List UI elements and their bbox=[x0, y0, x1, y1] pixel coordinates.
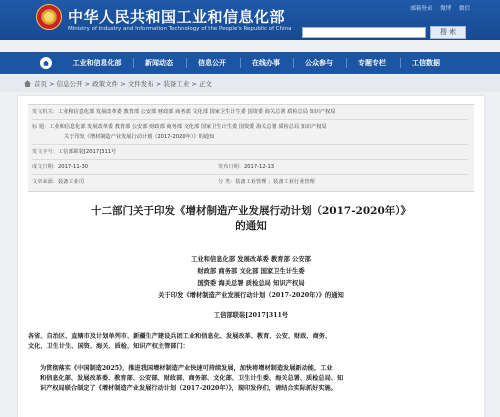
body-paragraph-1 bbox=[40, 364, 474, 394]
nav-item-public-participation[interactable]: 公众参与 bbox=[305, 59, 333, 67]
site-title[interactable]: 中华人民共和国工业和信息化部 bbox=[68, 8, 286, 26]
salutation-line-1: 各省、自治区、直辖市及计划单列市、新疆生产建设兵团工业和信息化、发展改革、教育、公安、财政、商务、 bbox=[28, 333, 332, 340]
meta-source-label: 文章来源： bbox=[32, 179, 58, 185]
issuers-line-1: 工业和信息化部 发展改革委 教育部 公安部 bbox=[191, 256, 311, 263]
meta-title-value: 工业和信息化部 发展改革委 教育部 公安部 财政部 商务部 文化部 国家卫生计生委 国资委 海关总署 质检总局 知识产权局 bbox=[49, 124, 327, 130]
meta-publish-label: 发布日期： bbox=[218, 164, 244, 170]
meta-category-value[interactable]: 装备工业管理 ；装备工业行业管理 bbox=[235, 179, 315, 185]
document-title bbox=[28, 204, 474, 234]
national-emblem-icon[interactable]: ★ bbox=[36, 4, 62, 30]
search-button[interactable]: 搜 索 bbox=[430, 26, 466, 39]
home-icon[interactable] bbox=[40, 57, 52, 69]
meta-publish-value: 2017-12-13 bbox=[243, 164, 275, 170]
mail-login-link[interactable]: 邮箱登录 bbox=[410, 6, 433, 12]
issuers-line-4: 关于印发《增材制造产业发展行动计划（2017-2020年）》的通知 bbox=[158, 292, 344, 299]
wechat-link[interactable]: 微信 bbox=[458, 6, 470, 12]
nav-item-special-topics[interactable]: 专题专栏 bbox=[358, 59, 386, 67]
meta-source-value: 装备工业司 bbox=[57, 179, 84, 185]
meta-category-row bbox=[218, 178, 468, 186]
nav-item-ministry[interactable]: 工业和信息化部 bbox=[72, 59, 122, 67]
site-header bbox=[0, 0, 500, 40]
meta-docno-value: 工信部联装[2017]311号 bbox=[57, 149, 117, 155]
meta-divider bbox=[32, 174, 468, 175]
body-line-1: 为贯彻落实《中国制造2025》，推进我国增材制造产业快速可持续发展，加快将增材制造发展新动能，工业 bbox=[40, 365, 333, 372]
meta-title-row bbox=[32, 123, 472, 131]
meta-publish-row bbox=[218, 163, 468, 171]
meta-divider bbox=[32, 144, 468, 145]
salutation-line-2: 文化、卫生计生、国资、海关、质检、知识产权主管部门： bbox=[28, 343, 189, 350]
issuers-line-3: 国资委 海关总署 质检总局 知识产权局 bbox=[197, 280, 305, 287]
breadcrumb-bar bbox=[0, 76, 500, 92]
issuers-line-2: 财政部 商务部 文化部 国家卫生计生委 bbox=[197, 268, 305, 275]
meta-title-row-2 bbox=[64, 133, 500, 141]
main-nav bbox=[0, 52, 500, 74]
meta-title-value-2: 关于印发《增材制造产业发展行动计划（2017-2020年）》的通知 bbox=[64, 134, 215, 140]
document-number: 工信部联装[2017]311号 bbox=[213, 312, 289, 319]
nav-item-info-disclosure[interactable]: 信息公开 bbox=[198, 59, 226, 67]
article-card bbox=[18, 96, 484, 417]
site-subtitle: Ministry of Industry and Information Technology of the People's Republic of China bbox=[68, 26, 292, 32]
nav-item-data[interactable]: 工信数据 bbox=[412, 59, 440, 67]
meta-divider bbox=[32, 119, 468, 120]
body-line-2: 和信息化部、发展改革委、教育部、公安部、财政部、商务部、文化部、卫生计生委、海关总署、质检总局、知 bbox=[40, 375, 344, 382]
breadcrumb[interactable]: 首页 > 信息公开 > 政策文件 > 文件发布 > 装备工业 > 正文 bbox=[34, 80, 212, 88]
breadcrumb-home-icon[interactable] bbox=[23, 79, 32, 88]
body-line-3: 识产权局联合制定了《增材制造产业发展行动计划（2017-2020年）》，现印发你们，请结合实际抓好实施。 bbox=[40, 385, 337, 392]
meta-docno-label: 发文字号： bbox=[32, 149, 58, 155]
meta-title-label: 标 题： bbox=[32, 124, 50, 130]
meta-issuer-label: 发文机关： bbox=[32, 109, 58, 115]
weibo-link[interactable]: 微博 bbox=[440, 6, 452, 12]
nav-item-online-services[interactable]: 在线办事 bbox=[252, 59, 280, 67]
meta-divider bbox=[32, 159, 468, 160]
meta-issuer-row bbox=[32, 108, 472, 116]
nav-item-news[interactable]: 新闻动态 bbox=[145, 59, 173, 67]
meta-date-value: 2017-11-30 bbox=[57, 164, 89, 170]
salutation-paragraph bbox=[28, 332, 474, 352]
document-metadata bbox=[28, 104, 474, 192]
document-title-line-2: 的通知 bbox=[235, 220, 267, 232]
meta-issuer-value: 工业和信息化部 发展改革委 教育部 公安部 财政部 商务部 文化部 国家卫生计生委 国资委 海关总署 质检总局 知识产权局 bbox=[57, 109, 336, 115]
meta-category-label: 分 类： bbox=[218, 179, 236, 185]
meta-date-label: 成文日期： bbox=[32, 164, 58, 170]
search-input[interactable] bbox=[302, 27, 426, 38]
meta-docno-row bbox=[32, 148, 472, 156]
document-title-line-1: 十二部门关于印发《增材制造产业发展行动计划（2017-2020年）》 bbox=[90, 205, 412, 217]
top-links bbox=[404, 4, 470, 12]
